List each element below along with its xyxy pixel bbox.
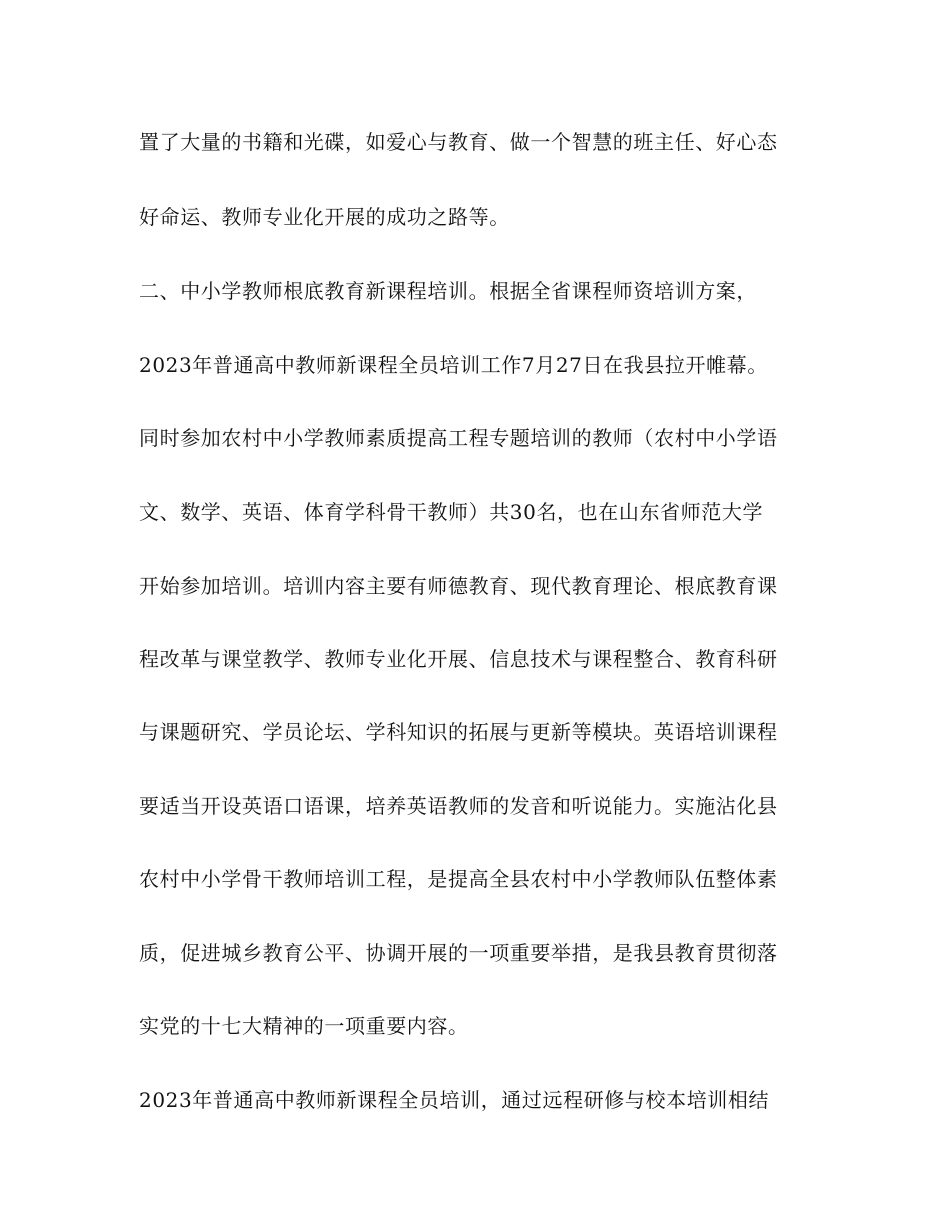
text-line: 文、数学、英语、体育学科骨干教师）共30名，也在山东省师范大学: [139, 500, 764, 524]
text-line: 2023年普通高中教师新课程全员培训，通过远程研修与校本培训相结: [139, 1088, 770, 1112]
text-line: 2023年普通高中教师新课程全员培训工作7月27日在我县拉开帷幕。: [139, 353, 768, 377]
section-heading-line: 二、中小学教师根底教育新课程培训。根据全省课程师资培训方案，: [139, 279, 757, 303]
text-line: 好命运、教师专业化开展的成功之路等。: [139, 205, 510, 229]
text-line: 同时参加农村中小学教师素质提高工程专题培训的教师（农村中小学语: [139, 426, 778, 450]
text-line: 要适当开设英语口语课，培养英语教师的发音和听说能力。实施沾化县: [139, 794, 778, 818]
text-line: 与课题研究、学员论坛、学科知识的拓展与更新等模块。英语培训课程: [139, 720, 778, 744]
text-line: 质，促进城乡教育公平、协调开展的一项重要举措，是我县教育贯彻落: [139, 941, 778, 965]
text-line: 农村中小学骨干教师培训工程，是提高全县农村中小学教师队伍整体素: [139, 867, 778, 891]
text-line: 程改革与课堂教学、教师专业化开展、信息技术与课程整合、教育科研: [139, 647, 778, 671]
text-line: 开始参加培训。培训内容主要有师德教育、现代教育理论、根底教育课: [139, 574, 778, 598]
text-line: 置了大量的书籍和光碟，如爱心与教育、做一个智慧的班主任、好心态: [139, 130, 778, 154]
text-line: 实党的十七大精神的一项重要内容。: [139, 1014, 469, 1038]
